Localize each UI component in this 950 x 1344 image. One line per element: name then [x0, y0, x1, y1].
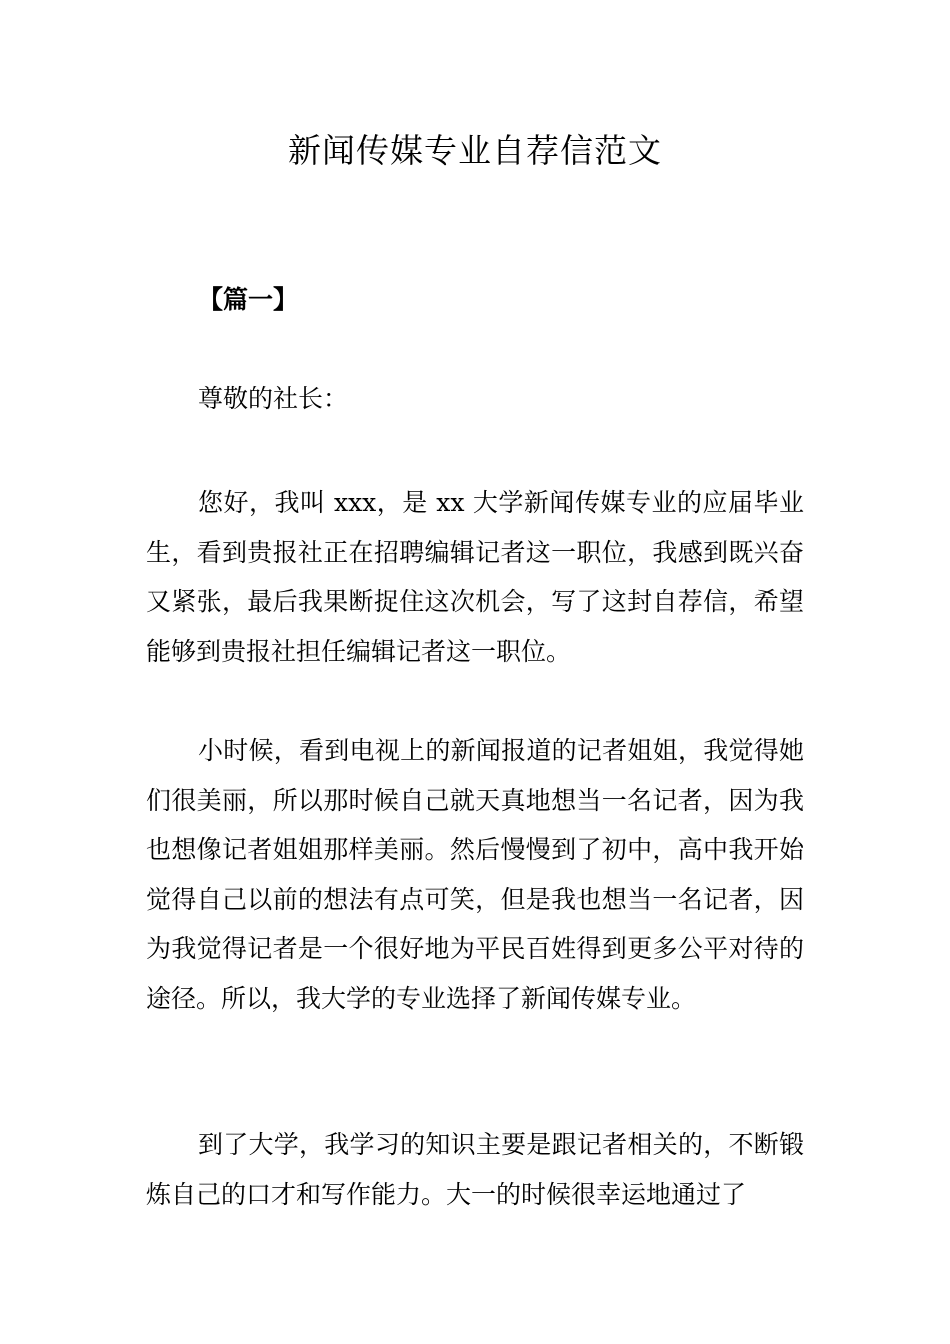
body-paragraph-3: 到了大学，我学习的知识主要是跟记者相关的，不断锻炼自己的口才和写作能力。大一的时候很幸运地通过了 — [146, 1130, 804, 1209]
document-title: 新闻传媒专业自荐信范文 — [288, 131, 662, 170]
body-paragraph-1: 您好，我叫 xxx，是 xx 大学新闻传媒专业的应届毕业生，看到贵报社正在招聘编辑记者这一职位，我感到既兴奋又紧张，最后我果断捉住这次机会，写了这封自荐信，希望能够到贵报社担任编辑记者这一职位。 — [146, 488, 804, 666]
section-label: 【篇一】 — [198, 285, 299, 314]
salutation: 尊敬的社长： — [198, 384, 349, 413]
body-paragraph-2: 小时候，看到电视上的新闻报道的记者姐姐，我觉得她们很美丽，所以那时候自己就天真地想当一名记者，因为我也想像记者姐姐那样美丽。然后慢慢到了初中，高中我开始觉得自己以前的想法有点可笑，但是我也想当一名记者，因为我觉得记者是一个很好地为平民百姓得到更多公平对待的途径。所以，我大学的专业选择了新闻传媒专业。 — [146, 736, 804, 1013]
